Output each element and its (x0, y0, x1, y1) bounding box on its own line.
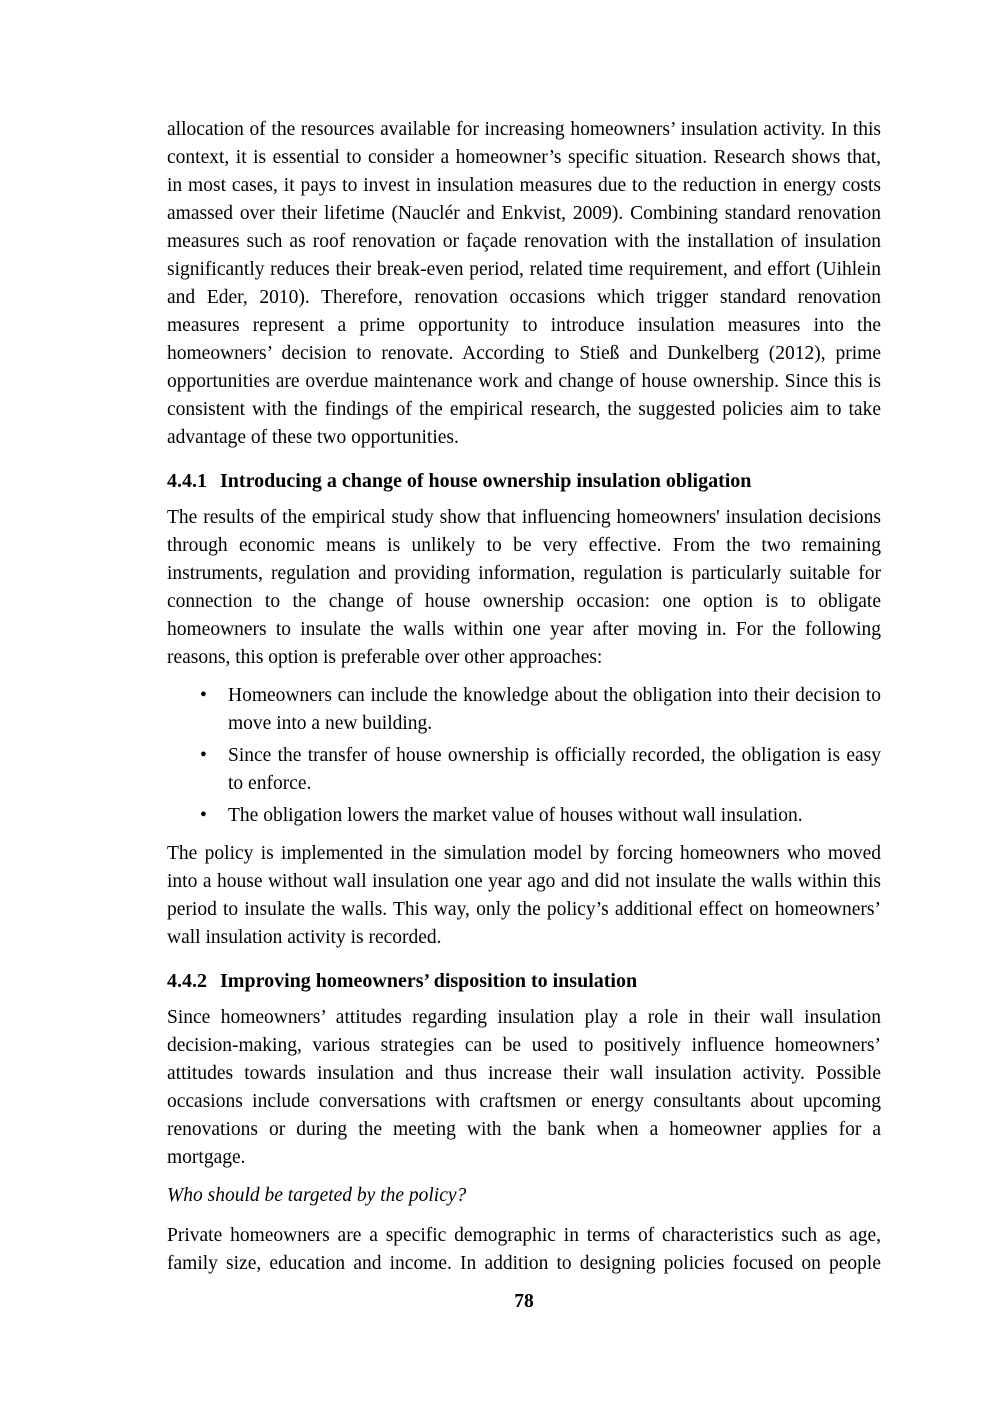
paragraph: The policy is implemented in the simulation model by forcing homeowners who moved into a house without wall insulation one year ago and did not insulate the walls within this period to insulate the walls. This way, only the policy’s additional effect on homeowners’ wall insulation activity is recorded. (167, 843, 881, 948)
bullet-icon: • (200, 745, 207, 766)
paragraph-continuation: allocation of the resources available for increasing homeowners’ insulation activity. In this context, it is essential to consider a homeowner’s specific situation. Research shows that, in most cases, it pays to invest in insulation measures due to the reduction in energy costs amassed over their lifetime (Nauclér and Enkvist, 2009). Combining standard renovation measures such as roof renovation or façade renovation with the installation of insulation significantly reduces their break-even period, related time requirement, and effort (Uihlein and Eder, 2010). Therefore, renovation occasions which trigger standard renovation measures represent a prime opportunity to introduce insulation measures into the homeowners’ decision to renovate. According to Stieß and Dunkelberg (2012), prime opportunities are overdue maintenance work and change of house ownership. Since this is consistent with the findings of the empirical research, the suggested policies aim to take advantage of these two opportunities. (167, 119, 881, 448)
list-item (167, 802, 881, 830)
list-item-text: The obligation lowers the market value of houses without wall insulation. (228, 805, 803, 826)
bullet-icon: • (200, 685, 207, 706)
bullet-icon: • (200, 805, 207, 826)
section-heading-4-4-1 (167, 467, 881, 495)
text-block (167, 116, 881, 1288)
section-number: 4.4.1 (167, 470, 207, 492)
bullet-list (167, 682, 881, 830)
paragraph: The results of the empirical study show that influencing homeowners' insulation decisions through economic means is unlikely to be very effective. From the two remaining instruments, regulation and providing information, regulation is particularly suitable for connection to the change of house ownership occasion: one option is to obligate homeowners to insulate the walls within one year after moving in. For the following reasons, this option is preferable over other approaches: (167, 507, 881, 668)
section-heading-4-4-2 (167, 967, 881, 995)
section-title: Improving homeowners’ disposition to insulation (220, 970, 638, 992)
list-item-text: Since the transfer of house ownership is officially recorded, the obligation is easy to enforce. (228, 745, 881, 794)
section-title: Introducing a change of house ownership insulation obligation (220, 470, 752, 492)
list-item (167, 742, 881, 798)
paragraph-continues-next-page: Private homeowners are a specific demographic in terms of characteristics such as age, family size, education and income. In addition to designing policies focused on people (167, 1225, 881, 1274)
list-item-text: Homeowners can include the knowledge about the obligation into their decision to move into a new building. (228, 685, 881, 734)
paragraph: Since homeowners’ attitudes regarding insulation play a role in their wall insulation decision-making, various strategies can be used to positively influence homeowners’ attitudes towards insulation and thus increase their wall insulation activity. Possible occasions include conversations with craftsmen or energy consultants about upcoming renovations or during the meeting with the bank when a homeowner applies for a mortgage. (167, 1007, 881, 1168)
list-item (167, 682, 881, 738)
page-number: 78 (514, 1291, 534, 1312)
italic-subheading: Who should be targeted by the policy? (167, 1185, 467, 1206)
section-number: 4.4.2 (167, 970, 207, 992)
